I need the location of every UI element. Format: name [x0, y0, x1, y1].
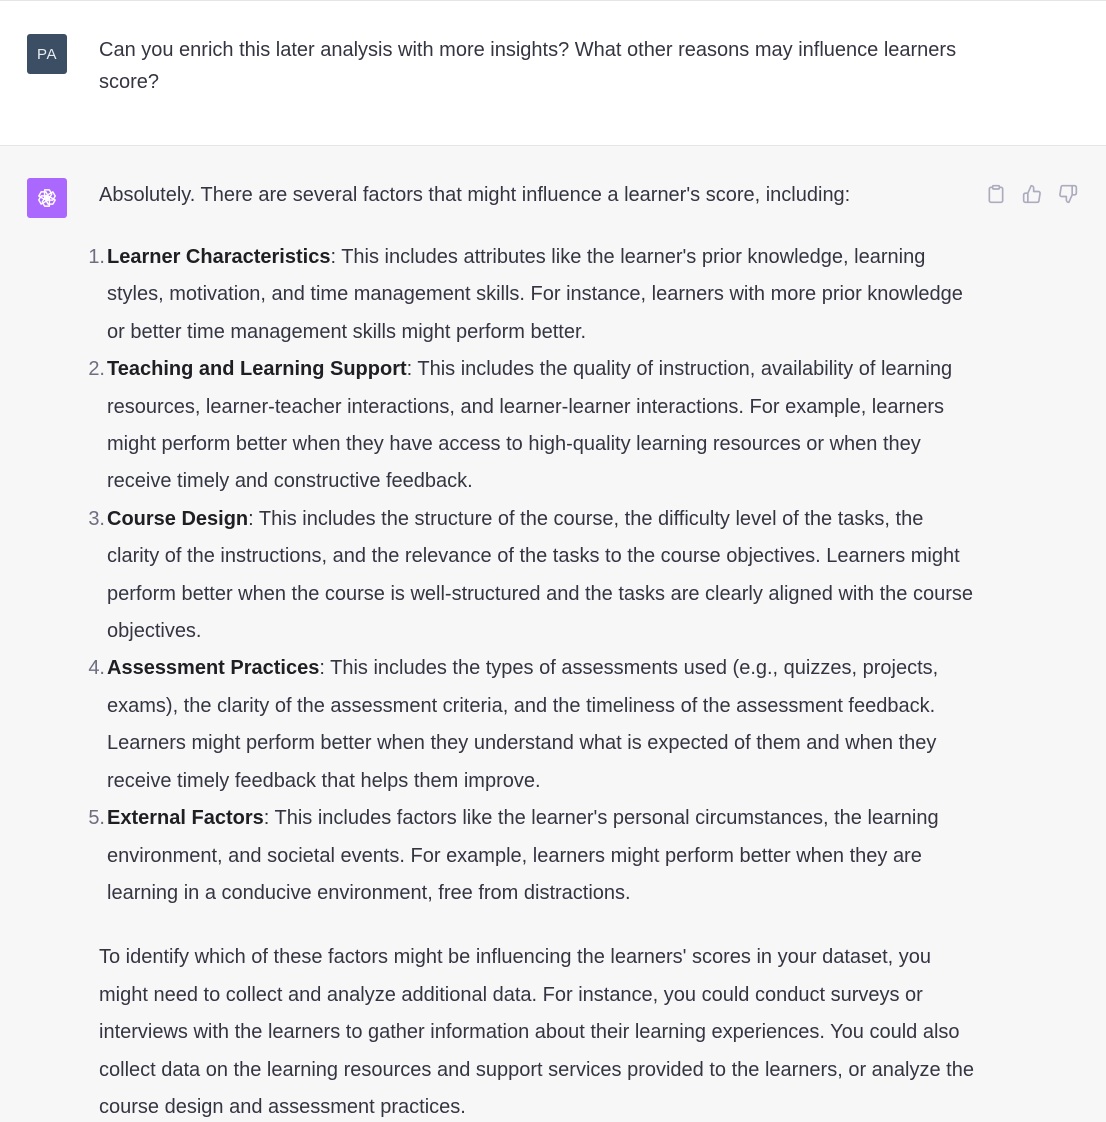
list-item-title: Learner Characteristics: [107, 246, 331, 268]
list-item-text: : This includes attributes like the learner's prior knowledge, learning styles, motivation, and time management skills. For instance, learners with more prior knowledge or better time management skills might perform better.: [107, 246, 963, 343]
list-item-title: Teaching and Learning Support: [107, 358, 407, 381]
message-actions: [984, 182, 1084, 206]
list-item-text: : This includes the quality of instruction, availability of learning resources, learner-teacher interactions, and learner-learner interactions. For example, learners might perform better when they have access to high-quality learning resources or when they receive timely and constructive feedback.: [107, 358, 953, 493]
list-item: [88, 239, 979, 351]
openai-logo-icon: [34, 185, 60, 211]
thumbs-up-button[interactable]: [1020, 182, 1044, 206]
assistant-intro: Absolutely. There are several factors that might influence a learner's score, including:: [99, 184, 851, 206]
list-number: 4.: [88, 657, 105, 680]
user-message-text: Can you enrich this later analysis with more insights? What other reasons may influence learners score?: [99, 39, 957, 93]
list-item-text: : This includes factors like the learner's personal circumstances, the learning environment, and societal events. For example, learners might perform better when they are learning in a conducive environment, free from distractions.: [107, 807, 939, 904]
user-avatar: PA: [27, 34, 67, 74]
assistant-avatar: [27, 178, 67, 218]
list-number: 3.: [88, 507, 105, 530]
thumbs-down-button[interactable]: [1056, 182, 1080, 206]
user-message: [0, 1, 1106, 146]
list-number: 2.: [88, 358, 105, 381]
assistant-outro: To identify which of these factors might be influencing the learners' scores in your dataset, you might need to collect and analyze additional data. For instance, you could conduct surveys or interviews with the learners to gather information about their learning experiences. You could also collect data on the learning resources and support services provided to the learners, or analyze the course design and assessment practices.: [99, 946, 974, 1118]
assistant-message-body: [88, 179, 979, 1122]
list-item-title: Course Design: [107, 507, 249, 530]
list-item-title: Assessment Practices: [107, 657, 320, 680]
copy-button[interactable]: [984, 182, 1008, 206]
list-item-title: External Factors: [107, 807, 264, 830]
assistant-message: [0, 146, 1106, 1122]
thumbs-down-icon: [1058, 184, 1078, 204]
list-item: [88, 351, 979, 501]
clipboard-icon: [986, 184, 1006, 204]
thumbs-up-icon: [1022, 184, 1042, 204]
list-item-text: : This includes the types of assessments used (e.g., quizzes, projects, exams), the clarity of the assessment criteria, and the timeliness of the assessment feedback. Learners might perform better when they understand what is expected of them and when they receive timely feedback that helps them improve.: [107, 657, 939, 792]
list-number: 5.: [88, 807, 105, 830]
list-item: [88, 650, 979, 800]
list-item-text: : This includes the structure of the course, the difficulty level of the tasks, the clarity of the instructions, and the relevance of the tasks to the course objectives. Learners might perform better when the course is well-structured and the tasks are clearly aligned with the course objectives.: [107, 507, 973, 643]
factor-list: [88, 239, 979, 912]
list-item: [88, 800, 979, 912]
list-item: [88, 501, 979, 651]
list-number: 1.: [88, 246, 105, 268]
